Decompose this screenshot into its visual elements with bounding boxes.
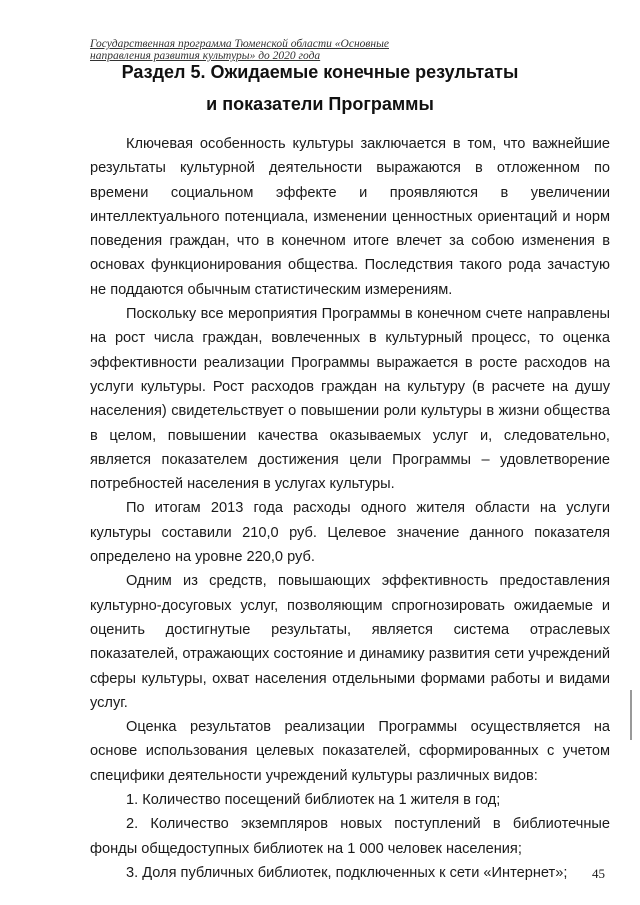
list-item: 1. Количество посещений библиотек на 1 жителя в год; <box>126 792 501 809</box>
section-title-line-2: и показатели Программы <box>206 94 434 114</box>
header-note: Государственная программа Тюменской области «Основные направления развития культуры» до 2020 года <box>90 38 389 62</box>
body-text <box>90 132 610 885</box>
paragraph-1: Ключевая особенность культуры заключается в том, что важнейшие результаты культурной деятельности выражаются в отложенном по времени социальном эффекте и проявляются в увеличении интеллектуального потенциала, изменении ценностных ориентаций и норм поведения граждан, что в конечном итоге влечет за собою изменения в основах функционирования общества. Последствия такого рода зачастую не поддаются обычным статистическим измерениям. <box>90 136 610 298</box>
list-item: 2. Количество экземпляров новых поступлений в библиотечные фонды общедоступных библиотек на 1 000 человек населения; <box>90 816 610 857</box>
section-title-line-1: Раздел 5. Ожидаемые конечные результаты <box>121 62 519 82</box>
indicator-list <box>90 788 610 885</box>
paragraph-2: Поскольку все мероприятия Программы в конечном счете направлены на рост числа граждан, вовлеченных в культурный процесс, то оценка эффективности реализации Программы выражается в росте расходов на услуги культуры. Рост расходов граждан на культуру (в расчете на душу населения) свидетельствует о повышении роли культуры в жизни общества в целом, повышении качества оказываемых услуг и, следовательно, является показателем достижения цели Программы – удовлетворение потребностей населения в услугах культуры. <box>90 306 610 493</box>
list-item: 3. Доля публичных библиотек, подключенных к сети «Интернет»; <box>126 864 568 881</box>
scan-artifact <box>630 690 632 740</box>
page-number: 45 <box>592 866 605 881</box>
paragraph-4: Одним из средств, повышающих эффективность предоставления культурно-досуговых услуг, позволяющим спрогнозировать ожидаемые и оценить достигнутые результаты, является система отраслевых показателей, отражающих состояние и динамику развития сети учреждений сферы культуры, охват населения отдельными формами работы и видами услуг. <box>90 573 610 711</box>
paragraph-5: Оценка результатов реализации Программы осуществляется на основе использования целевых показателей, сформированных с учетом специфики деятельности учреждений культуры различных видов: <box>90 719 610 784</box>
paragraph-3: По итогам 2013 года расходы одного жителя области на услуги культуры составили 210,0 руб. Целевое значение данного показателя определено на уровне 220,0 руб. <box>90 500 610 566</box>
